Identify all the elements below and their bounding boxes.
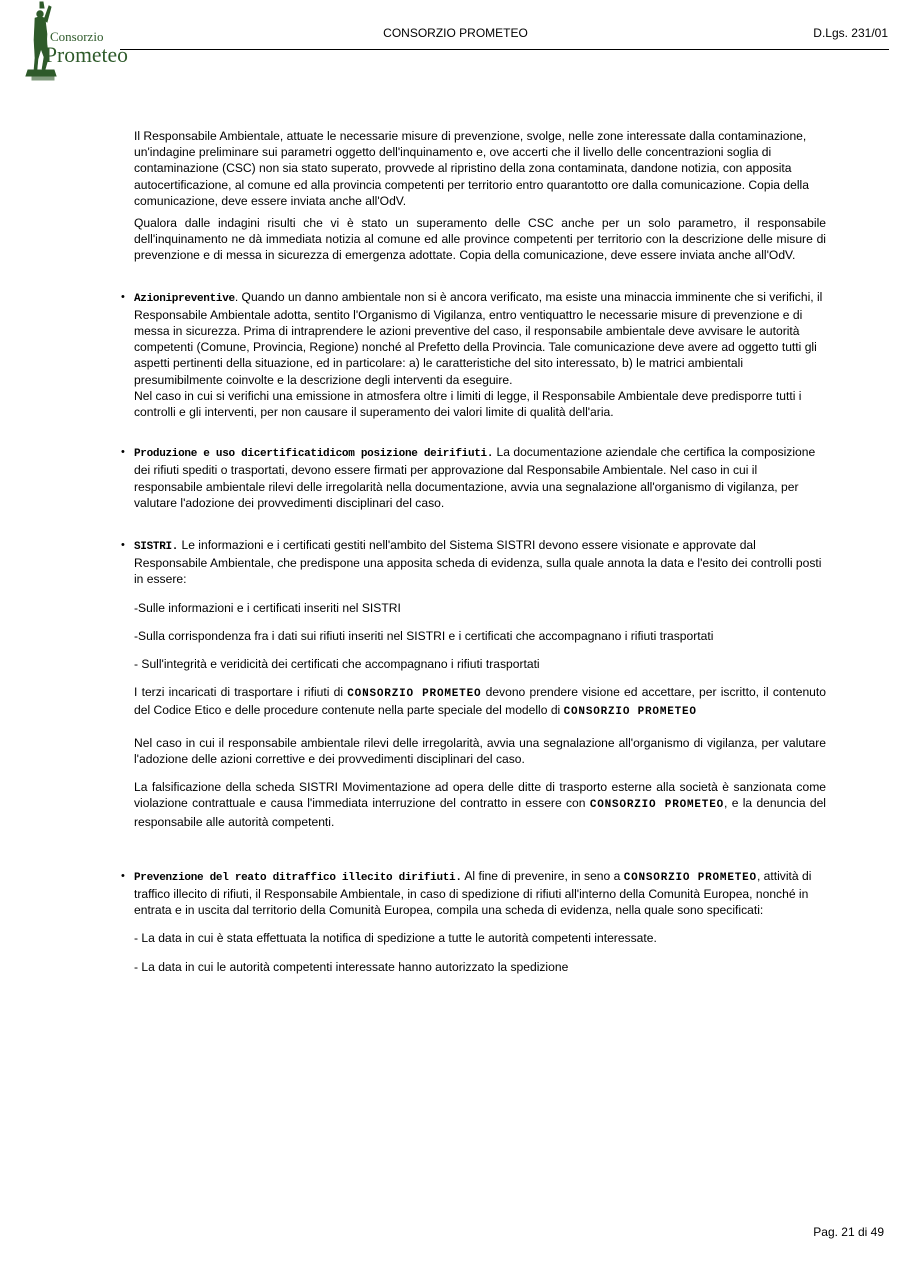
bullet-heading: Prevenzione del reato ditraffico illecito dirifiuti. bbox=[134, 871, 462, 884]
document-body bbox=[121, 128, 826, 975]
brand-name: CONSORZIO PROMETEO bbox=[623, 871, 757, 884]
bullet-text: Le informazioni e i certificati gestiti nell'ambito del Sistema SISTRI devono essere visionate e approvate dal Responsabile Ambientale, che predispone una apposita scheda di evidenza, sulla quale annota la data e l'esito dei controlli posti in essere: bbox=[134, 538, 822, 587]
bullet-icon: • bbox=[121, 869, 125, 882]
bullet-prevenzione-traffico: • Prevenzione del reato ditraffico illecito dirifiuti. Al fine di prevenire, in seno a CONSORZIO PROMETEO, attività di traffico illecito di rifiuti, il Responsabile Ambientale, in caso di spedizione di rifiuti all'interno della Comunità Europea, nonché in entrata e in uscita dal territorio della Comunità Europea, compila una scheda di evidenza, nella quale sono specificati: - La data in cui è stata effettuata la notifica di spedizione a tutte le autorità competenti interessate. - La data in cui le autorità competenti interessate hanno autorizzato la spedizione bbox=[134, 868, 826, 975]
bullet-icon: • bbox=[121, 446, 125, 459]
bullet-heading: SISTRI. bbox=[134, 541, 179, 554]
bullet-azioni-preventive bbox=[121, 289, 826, 421]
bullet-icon: • bbox=[121, 539, 125, 552]
prometheus-figure-logo-icon bbox=[18, 0, 130, 84]
bullet-sistri bbox=[121, 537, 826, 830]
brand-name: CONSORZIO PROMETEO bbox=[563, 706, 697, 719]
bullet-heading: Azionipreventive bbox=[134, 292, 235, 305]
bullet-produzione-certificati bbox=[121, 444, 826, 511]
logo-line1: Consorzio bbox=[50, 29, 104, 44]
bullet-heading: Produzione e uso dicertificatidicom posizione deirifiuti. bbox=[134, 448, 494, 461]
list-item: - La data in cui le autorità competenti interessate hanno autorizzato la spedizione bbox=[134, 959, 569, 974]
page-number: Pag. 21 di 49 bbox=[813, 1225, 884, 1239]
logo-line2: Prometeo bbox=[45, 42, 128, 67]
bullet-icon: • bbox=[121, 290, 125, 303]
brand-name: CONSORZIO PROMETEO bbox=[589, 799, 725, 812]
prometeo-logo bbox=[18, 0, 130, 84]
header-reference: D.Lgs. 231/01 bbox=[813, 26, 888, 40]
list-item: -Sulla corrispondenza fra i dati sui rifiuti inseriti nel SISTRI e i certificati che accompagnano i rifiuti trasportati bbox=[134, 628, 714, 643]
header-divider bbox=[120, 49, 889, 50]
header-title: CONSORZIO PROMETEO bbox=[383, 26, 528, 40]
list-item: - La data in cui è stata effettuata la notifica di spedizione a tutte le autorità competenti interessate. bbox=[134, 931, 657, 946]
brand-name: CONSORZIO PROMETEO bbox=[347, 688, 482, 701]
list-item: - Sull'integrità e veridicità dei certificati che accompagnano i rifiuti trasportati bbox=[134, 657, 540, 672]
list-item: -Sulle informazioni e i certificati inseriti nel SISTRI bbox=[134, 600, 401, 615]
paragraph-falsificazione: La falsificazione della scheda SISTRI Movimentazione ad opera delle ditte di trasporto esterne alla società è sanzionata come violazione contrattuale e causa l'immediata interruzione del contratto in essere con CONSORZIO PROMETEO, e la denuncia del responsabile alle autorità competenti. bbox=[134, 780, 826, 829]
bullet-text: La documentazione aziendale che certifica la composizione dei rifiuti spediti o trasportati, devono essere firmati per approvazione dal Responsabile Ambientale. Nel caso in cui il responsabile ambientale rilevi delle irregolarità nella documentazione, avvia una segnalazione all'organismo di vigilanza, per valutare l'adozione dei provvedimenti disciplinari del caso. bbox=[134, 445, 816, 510]
bullet-text-continued: Nel caso in cui si verifichi una emissione in atmosfera oltre i limiti di legge, il Responsabile Ambientale deve predisporre tutti i controlli e gli interventi, per non causare il superamento dei valori limite di qualità dell'aria. bbox=[134, 388, 802, 420]
paragraph-intro: Il Responsabile Ambientale, attuate le necessarie misure di prevenzione, svolge, nelle zone interessate dalla contaminazione, un'indagine preliminare sui parametri oggetto dell'inquinamento e, ove accerti che il livello delle concentrazioni soglia di contaminazione (CSC) non sia stato superato, provvede al ripristino della zona contaminata, dandone notizia, con apposita autocertificazione, al comune ed alla provincia competenti per territorio entro quarantotto ore dalla comunicazione. Copia della comunicazione, deve essere inviata anche all'OdV. bbox=[134, 129, 809, 208]
bullet-text: . Quando un danno ambientale non si è ancora verificato, ma esiste una minaccia imminente che si verifichi, il Responsabile Ambientale adotta, sentito l'Organismo di Vigilanza, entro ventiquattro le necessarie misure di prevenzione e di messa in sicurezza. Prima di intraprendere le azioni preventive del caso, il responsabile ambientale deve avvisare le autorità competenti (Comune, Provincia, Regione) nonché al Prefetto della Provincia. Tale comunicazione deve avere ad oggetto tutti gli aspetti pertinenti della situazione, ed in particolare: a) le caratteristiche del sito interessato, b) le matrici ambientali presumibilmente coinvolte e la descrizione degli interventi da eseguire. bbox=[134, 289, 823, 387]
paragraph-terzi: I terzi incaricati di trasportare i rifiuti di CONSORZIO PROMETEO devono prendere visione ed accettare, per iscritto, il contenuto del Codice Etico e delle procedure contenute nella parte speciale del modello di CONSORZIO PROMETEO bbox=[134, 685, 826, 719]
paragraph-irregolarita: Nel caso in cui il responsabile ambientale rilevi delle irregolarità, avvia una segnalazione all'organismo di vigilanza, per valutare l'adozione delle azioni correttive e dei provvedimenti disciplinari del caso. bbox=[134, 735, 826, 766]
paragraph-superamento: Qualora dalle indagini risulti che vi è stato un superamento delle CSC anche per un solo parametro, il responsabile dell'inquinamento ne dà immediata notizia al comune ed alle province competenti per territorio con la descrizione delle misure di prevenzione e di messa in sicurezza di emergenza adottate. Copia della comunicazione, deve essere inviata anche all'OdV. bbox=[134, 216, 826, 263]
